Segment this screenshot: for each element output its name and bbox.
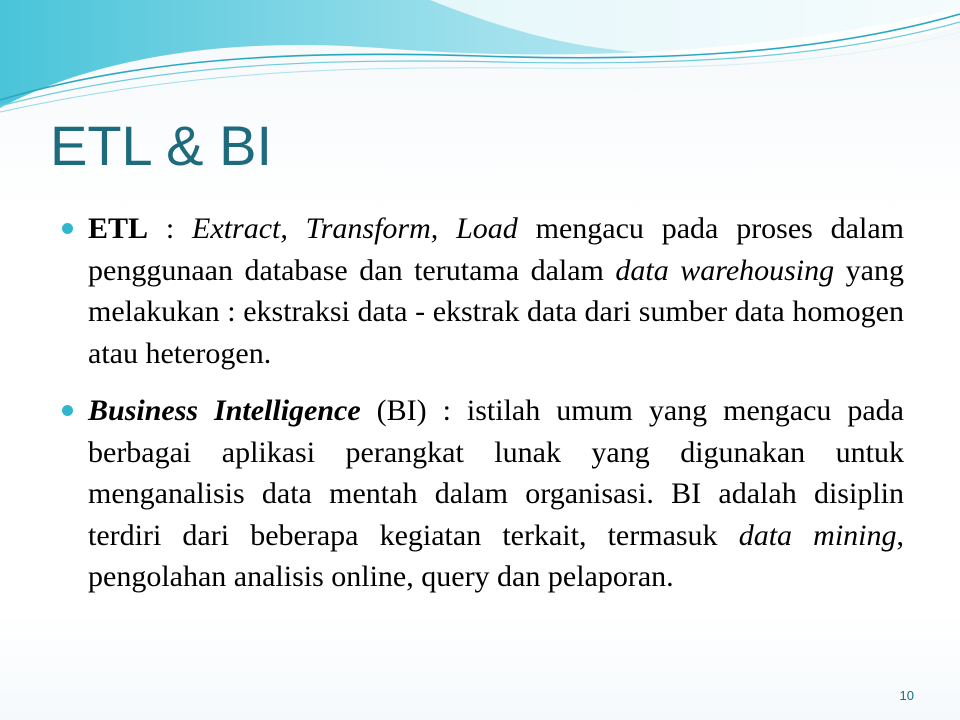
bullet-list [62, 208, 904, 614]
header-wave-decoration [0, 0, 960, 120]
bullet-text: (BI) : istilah umum yang mengacu pada berbagai aplikasi perangkat lunak yang digunakan untuk menganalisis data mentah dalam organisasi. BI adalah disiplin terdiri dari beberapa kegiatan terkait, termasuk [88, 394, 904, 552]
bullet-etl [62, 208, 904, 374]
term-business-intelligence: Business Intelligence [88, 394, 361, 427]
separator: : [148, 212, 193, 245]
italic-term: data warehousing [615, 253, 835, 287]
bullet-bi [62, 390, 904, 598]
slide-title: ETL & BI [50, 114, 273, 177]
etl-expansion: Extract, Transform, Load [192, 212, 518, 245]
bullet-text: , pengolahan analisis online, query dan pelaporan. [88, 518, 905, 593]
page-number: 10 [899, 688, 914, 703]
bullet-text: mengacu pada proses dalam penggunaan database dan terutama dalam [88, 212, 904, 287]
term-etl: ETL [88, 212, 149, 245]
bullet-dot-icon [62, 405, 73, 416]
italic-term: data mining [738, 518, 897, 552]
bullet-text: yang melakukan : ekstraksi data - ekstrak data dari sumber data homogen atau heterogen. [88, 253, 904, 370]
bullet-dot-icon [62, 223, 73, 234]
